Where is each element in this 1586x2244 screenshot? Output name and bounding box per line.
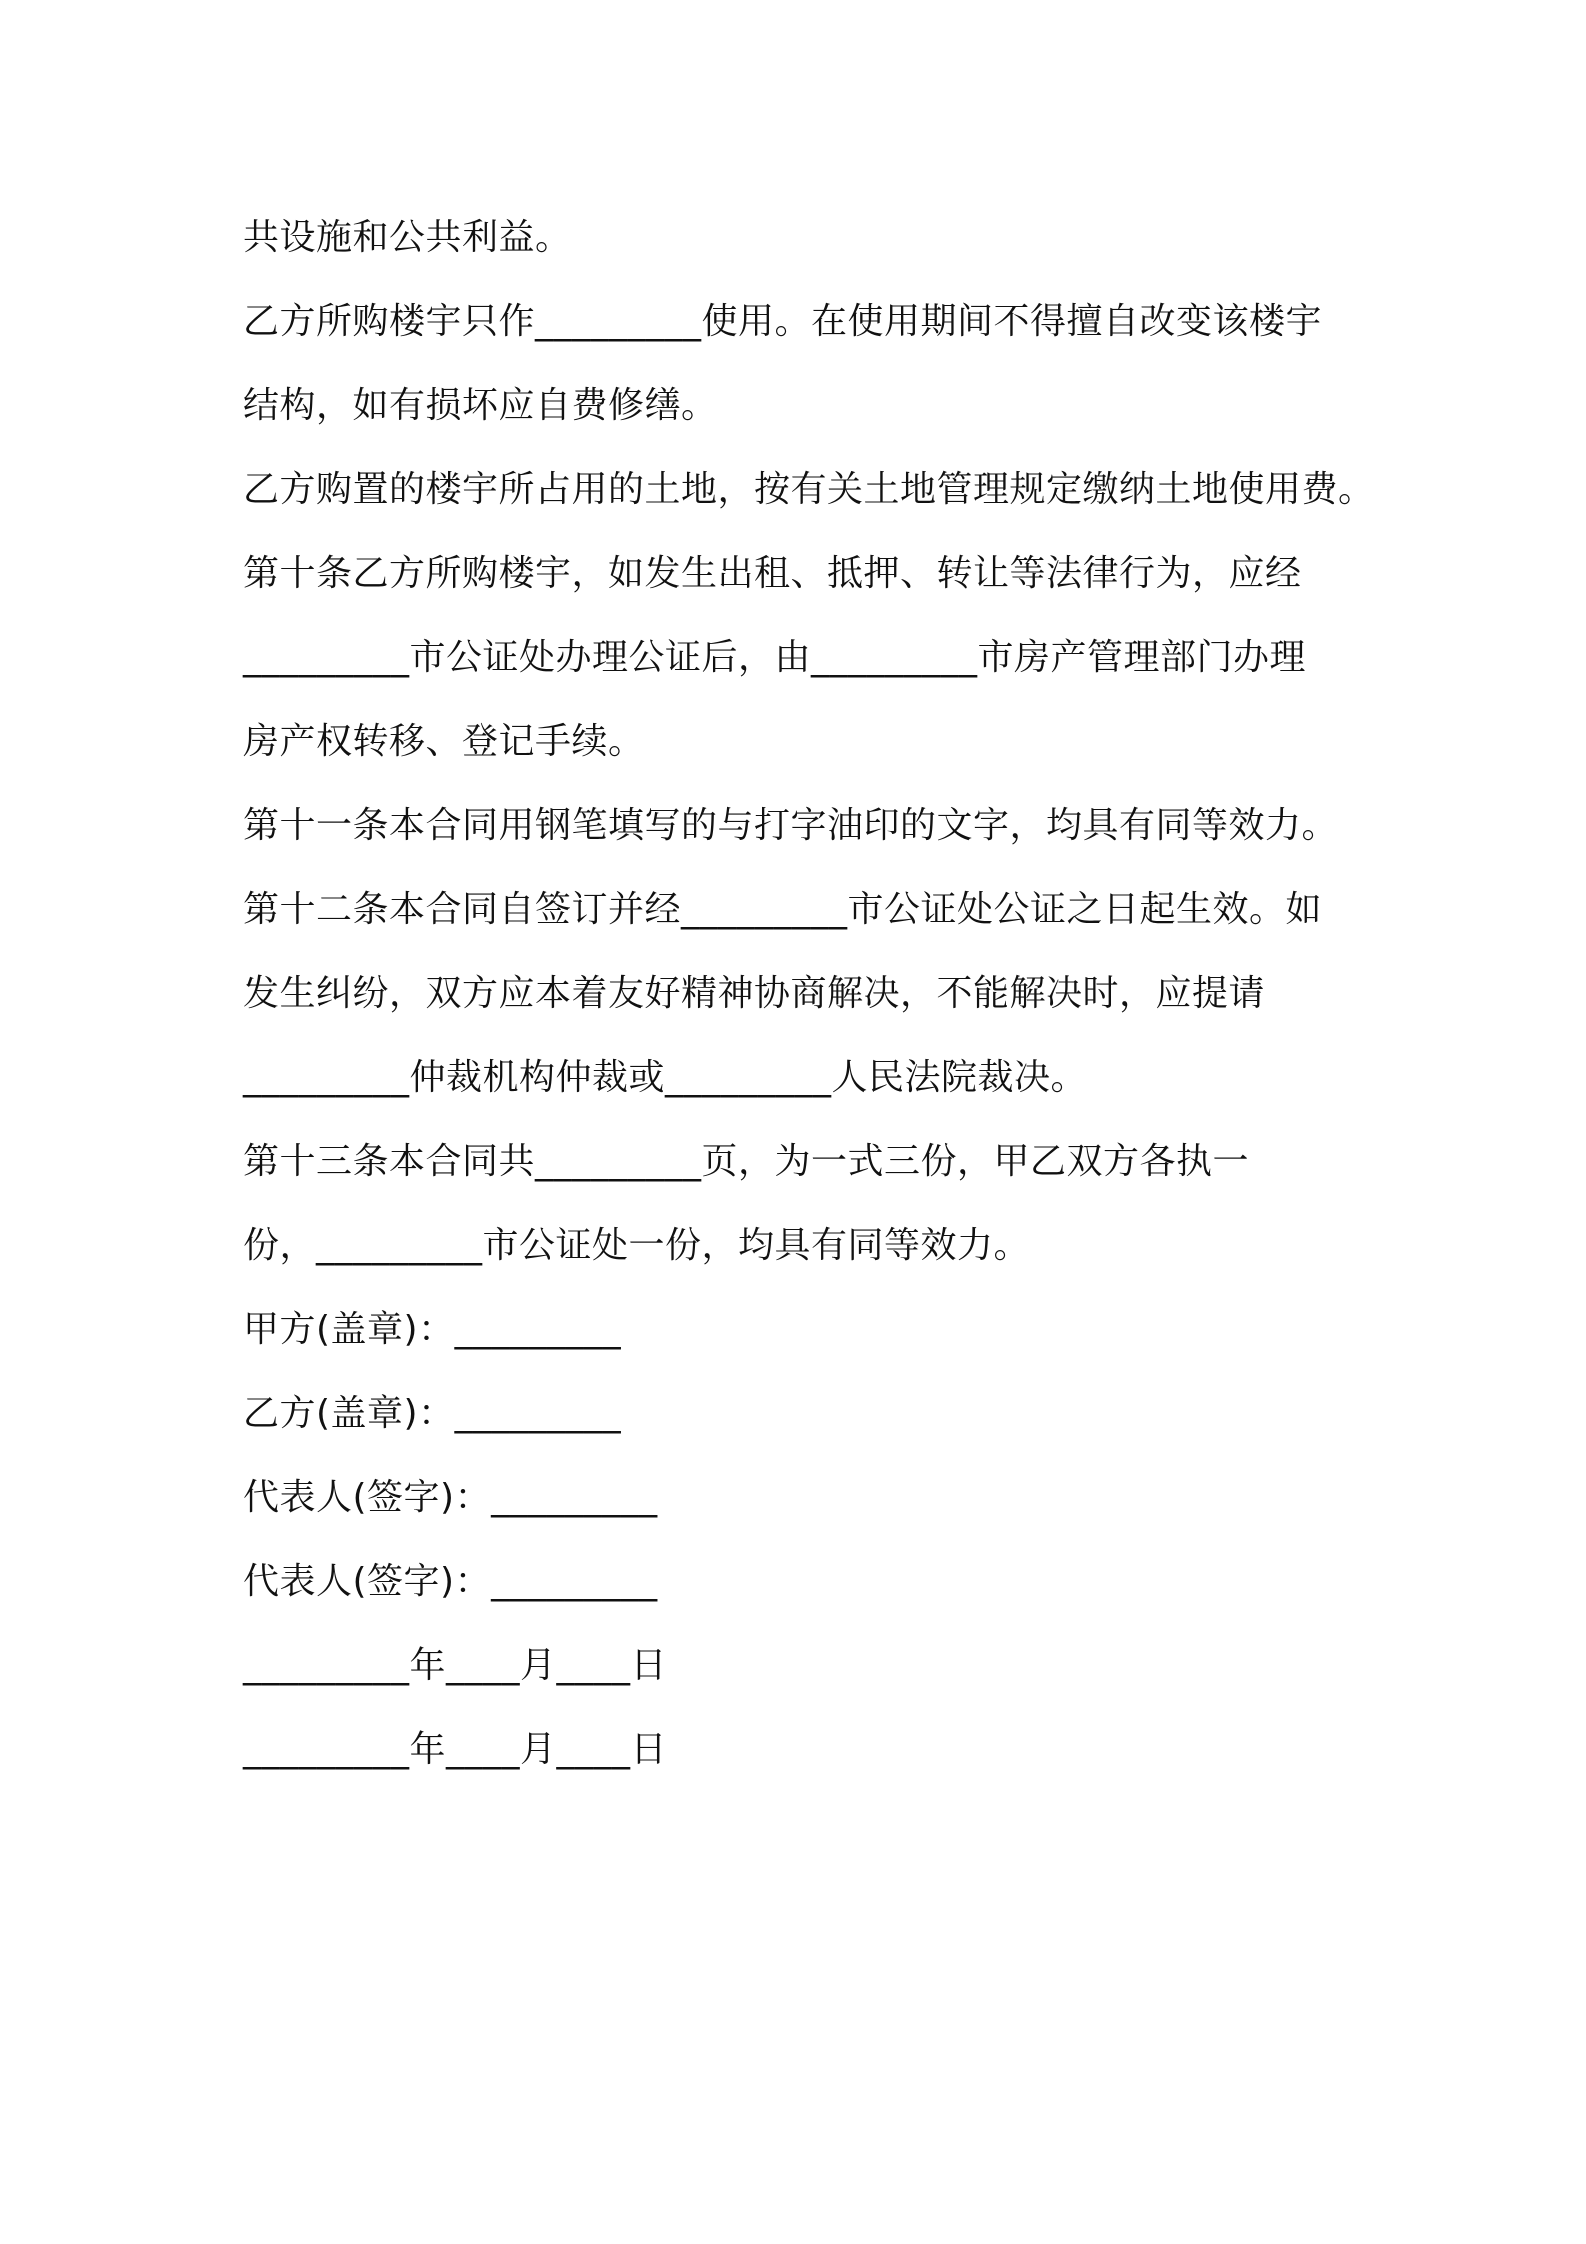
text-line-1: 共设施和公共利益。: [243, 217, 572, 258]
article-12-line-2: 发生纠纷，双方应本着友好精神协商解决，不能解决时，应提请: [243, 973, 1266, 1014]
article-12-line-1: 第十二条本合同自签订并经_________市公证处公证之日起生效。如: [243, 889, 1323, 930]
date-line-2: _________年____月____日: [243, 1729, 667, 1770]
article-13-line-2: 份，_________市公证处一份，均具有同等效力。: [243, 1225, 1031, 1266]
article-10-line-3: 房产权转移、登记手续。: [243, 721, 645, 762]
article-12-line-3: _________仲裁机构仲裁或_________人民法院裁决。: [243, 1057, 1088, 1098]
representative-signature-2: 代表人(签字)：_________: [243, 1561, 658, 1602]
party-b-seal: 乙方(盖章)：_________: [243, 1393, 622, 1434]
date-line-1: _________年____月____日: [243, 1645, 667, 1686]
article-10-line-2: _________市公证处办理公证后，由_________市房产管理部门办理: [243, 637, 1307, 678]
article-13-line-1: 第十三条本合同共_________页，为一式三份，甲乙双方各执一: [243, 1141, 1250, 1182]
text-line-3: 结构，如有损坏应自费修缮。: [243, 385, 718, 426]
document-body: [243, 196, 1373, 1792]
text-line-4: 乙方购置的楼宇所占用的土地，按有关土地管理规定缴纳土地使用费。: [243, 469, 1375, 510]
article-10-line-1: 第十条乙方所购楼宇，如发生出租、抵押、转让等法律行为，应经: [243, 553, 1302, 594]
party-a-seal: 甲方(盖章)：_________: [243, 1309, 622, 1350]
representative-signature-1: 代表人(签字)：_________: [243, 1477, 658, 1518]
article-11: 第十一条本合同用钢笔填写的与打字油印的文字，均具有同等效力。: [243, 805, 1339, 846]
text-line-2: 乙方所购楼宇只作_________使用。在使用期间不得擅自改变该楼宇: [243, 301, 1323, 342]
